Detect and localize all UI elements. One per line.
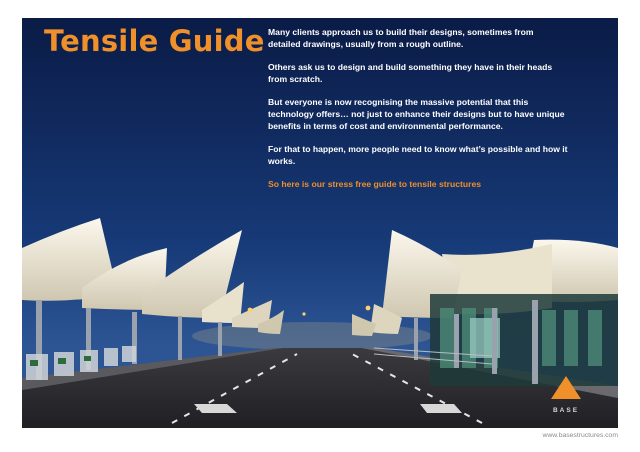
website-url[interactable]: www.basestructures.com — [542, 432, 618, 439]
logo-text: BASE — [552, 407, 580, 414]
triangle-logo-icon — [549, 373, 583, 407]
paragraph: Others ask us to design and build something they have in their heads from scratch. — [268, 61, 553, 85]
paragraph: For that to happen, more people need to know what’s possible and how it works. — [268, 143, 568, 167]
guide-highlight: So here is our stress free guide to tensile structures — [268, 178, 482, 189]
paragraph: Many clients approach us to build their designs, sometimes from detailed drawings, usually from a rough outline. — [268, 27, 534, 50]
page-title: Tensile Guide — [44, 24, 265, 58]
paragraph: But everyone is now recognising the massive potential that this technology offers… not just to enhance their designs but to have unique benefits in terms of cost and environmental performance. — [268, 96, 565, 132]
base-logo — [549, 373, 583, 419]
intro-copy — [268, 26, 568, 201]
